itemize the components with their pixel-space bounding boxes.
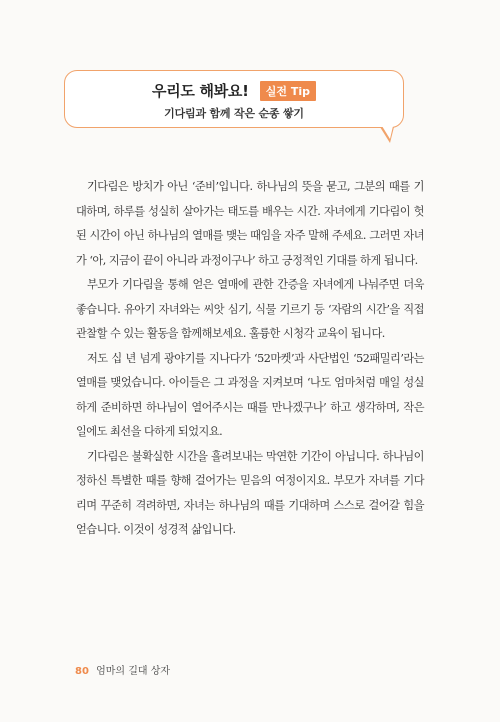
- tip-callout-box: [64, 70, 404, 128]
- paragraph-1: 기다림은 방치가 아닌 ‘준비’입니다. 하나님의 뜻을 묻고, 그분의 때를 기대하며, 하루를 성실히 살아가는 태도를 배우는 시간. 자녀에게 기다림이 헛된 시간이 아닌 하나님의 열매를 맺는 때임을 자주 말해 주세요. 그러면 자녀가 ‘아, 지금이 끝이 아니라 과정이구나’ 하고 긍정적인 기대를 하게 됩니다.: [76, 180, 424, 267]
- body-text: [76, 175, 424, 543]
- running-book-title: 엄마의 길대 상자: [96, 666, 171, 677]
- speech-bubble-tail-inner: [382, 126, 393, 139]
- tip-badge: 실전 Tip: [260, 81, 316, 101]
- tip-title: 우리도 해봐요!: [152, 82, 249, 100]
- paragraph-2: 부모가 기다림을 통해 얻은 열매에 관한 간증을 자녀에게 나눠주면 더욱 좋습니다. 유아기 자녀와는 씨앗 심기, 식물 기르기 등 ‘자람의 시간’을 직접 관찰할 수 있는 활동을 함께해보세요. 훌륭한 시청각 교육이 됩니다.: [76, 278, 424, 340]
- page-footer: [75, 662, 170, 677]
- tip-title-row: [65, 80, 403, 101]
- page-number: 80: [75, 666, 89, 677]
- paragraph-3: 저도 십 년 넘게 광야기를 지나다가 ‘52마켓’과 사단법인 ‘52패밀리’라는 열매를 맺었습니다. 아이들은 그 과정을 지켜보며 ‘나도 엄마처럼 매일 성실하게 준비하면 하나님이 열어주시는 때를 만나겠구나’ 하고 생각하며, 작은 일에도 최선을 다하게 되었지요.: [76, 351, 424, 438]
- paragraph-4: 기다림은 불확실한 시간을 흘려보내는 막연한 기간이 아닙니다. 하나님이 정하신 특별한 때를 향해 걸어가는 믿음의 여정이지요. 부모가 자녀를 기다리며 꾸준히 격려하면, 자녀는 하나님의 때를 기대하며 스스로 걸어갈 힘을 얻습니다. 이것이 성경적 삶입니다.: [76, 449, 424, 536]
- tip-subtitle: 기다림과 함께 작은 순종 쌓기: [164, 107, 304, 120]
